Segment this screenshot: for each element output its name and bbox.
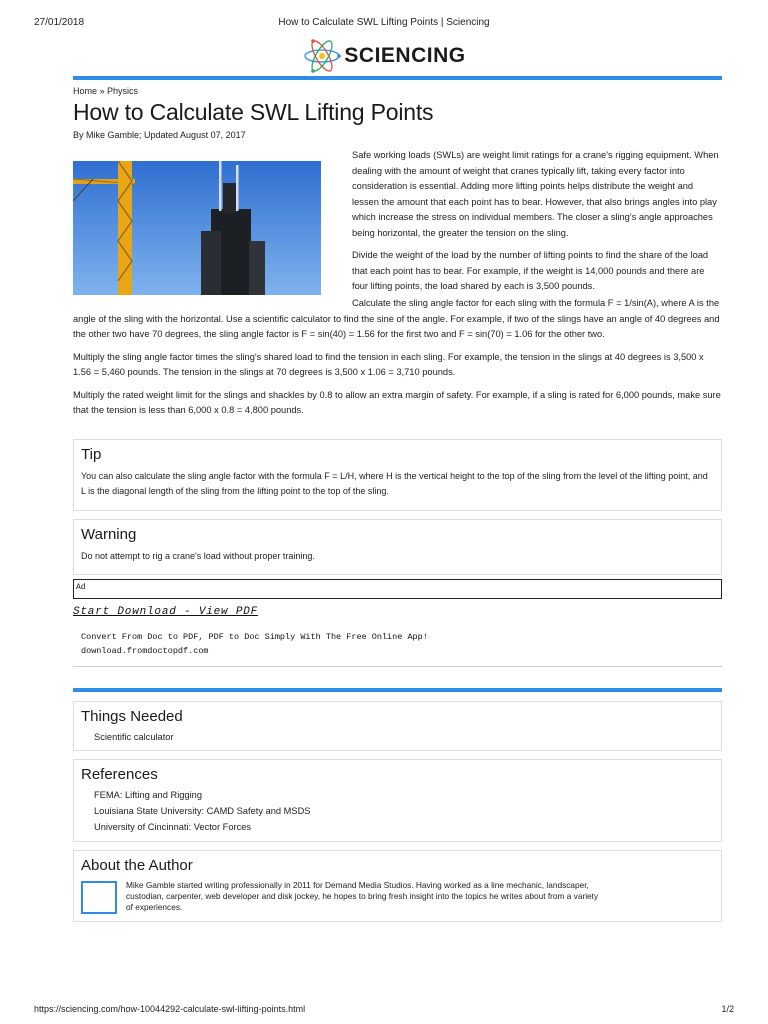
about-heading: About the Author [81,857,193,874]
paragraph: Safe working loads (SWLs) are weight limit ratings for a crane's rigging equipment. When dealing with the amount of weight that cranes typically lift, taking every factor into consideration is essential. Adding more lifting points helps distribute the weight and lessen the amount that each point has to bear. However, that also brings angles into play which increase the stress on individual members. The closer a sling's angle approaches being horizontal, the greater the tension on the sling. [352,150,719,238]
ad-description [81,630,428,658]
ad-download-link[interactable]: Start Download - View PDF [73,606,259,618]
logo-wordmark: SCIENCING [344,44,466,67]
byline: By Mike Gamble; Updated August 07, 2017 [73,130,246,140]
paragraph: Divide the weight of the load by the number of lifting points to find the share of the load that each point has to bear. For example, if the weight is 14,000 pounds and there are four lifting points, the load shared by each is 3,500 pounds. [352,250,709,291]
list-item: Scientific calculator [94,732,174,742]
header-divider [73,76,722,80]
site-logo[interactable] [0,38,768,74]
divider [73,666,722,667]
print-page-title: How to Calculate SWL Lifting Points | Sciencing [278,17,490,28]
warning-text: Do not attempt to rig a crane's load without proper training. [81,551,315,561]
things-needed-box [73,701,722,751]
tip-text: You can also calculate the sling angle factor with the formula F = L/H, where H is the vertical height to the top of the sling from the level of the lifting point, and L is the diagonal length of the sling from the lifting point to the top of the sling. [81,471,708,496]
author-bio: Mike Gamble started writing professionally in 2011 for Demand Media Studios. Having worked as a line mechanic, landscaper, custodian, carpenter, web developer and disk jockey, he hopes to bring fresh insight into the topics he writes about from a variety of experiences. [126,880,599,912]
reference-link[interactable]: FEMA: Lifting and Rigging [94,790,203,800]
paragraph: Multiply the sling angle factor times the sling's shared load to find the tension in each sling. For example, the tension in the slings at 40 degrees is 3,500 x 1.56 = 5,460 pounds. The tension in the slings at 70 degrees is 3,500 x 1.06 = 3,710 pounds. [73,351,704,377]
article-steps [73,296,722,426]
paragraph: Calculate the sling angle factor for each sling with the formula F = 1/sin(A), where A is the angle of the sling with the horizontal. Use a scientific calculator to find the sine of the angle. For example, if two of the slings have an angle of 40 degrees and the other two have 70 degrees, the sling angle factor is F = sin(40) = 1.56 for the first two and F = sin(70) = 1.06 for the other two. [73,298,720,339]
references-heading: References [81,766,158,783]
reference-link[interactable]: Louisiana State University: CAMD Safety and MSDS [94,806,311,816]
reference-link[interactable]: University of Cincinnati: Vector Forces [94,822,252,832]
things-needed-heading: Things Needed [81,708,183,725]
page-title: How to Calculate SWL Lifting Points [73,99,434,125]
print-date: 27/01/2018 [34,17,85,28]
warning-box [73,519,722,575]
breadcrumb-physics[interactable]: Physics [107,86,139,96]
warning-heading: Warning [81,526,137,543]
atom-icon [302,38,342,74]
references-box [73,759,722,842]
breadcrumb-separator: » [97,86,108,96]
tip-heading: Tip [81,446,102,463]
breadcrumb [73,86,722,96]
paragraph: Multiply the rated weight limit for the slings and shackles by 0.8 to allow an extra margin of safety. For example, if a sling is rated for 6,000 pounds, make sure that the tension is less than 6,000 x 0.8 = 4,800 pounds. [73,389,721,415]
intro-text [352,148,722,302]
ad-text: Convert From Doc to PDF, PDF to Doc Simply With The Free Online App! [81,632,428,642]
page-number: 1/2 [721,1004,734,1014]
about-author-box [73,850,722,922]
page-url: https://sciencing.com/how-10044292-calculate-swl-lifting-points.html [34,1004,306,1014]
tip-box [73,439,722,511]
ad-domain[interactable]: download.fromdoctopdf.com [81,646,209,656]
breadcrumb-home[interactable]: Home [73,86,98,96]
hero-image [73,161,321,295]
article [73,76,722,415]
author-avatar [81,881,117,914]
ad-label: Ad [73,579,722,599]
section-divider [73,688,722,692]
